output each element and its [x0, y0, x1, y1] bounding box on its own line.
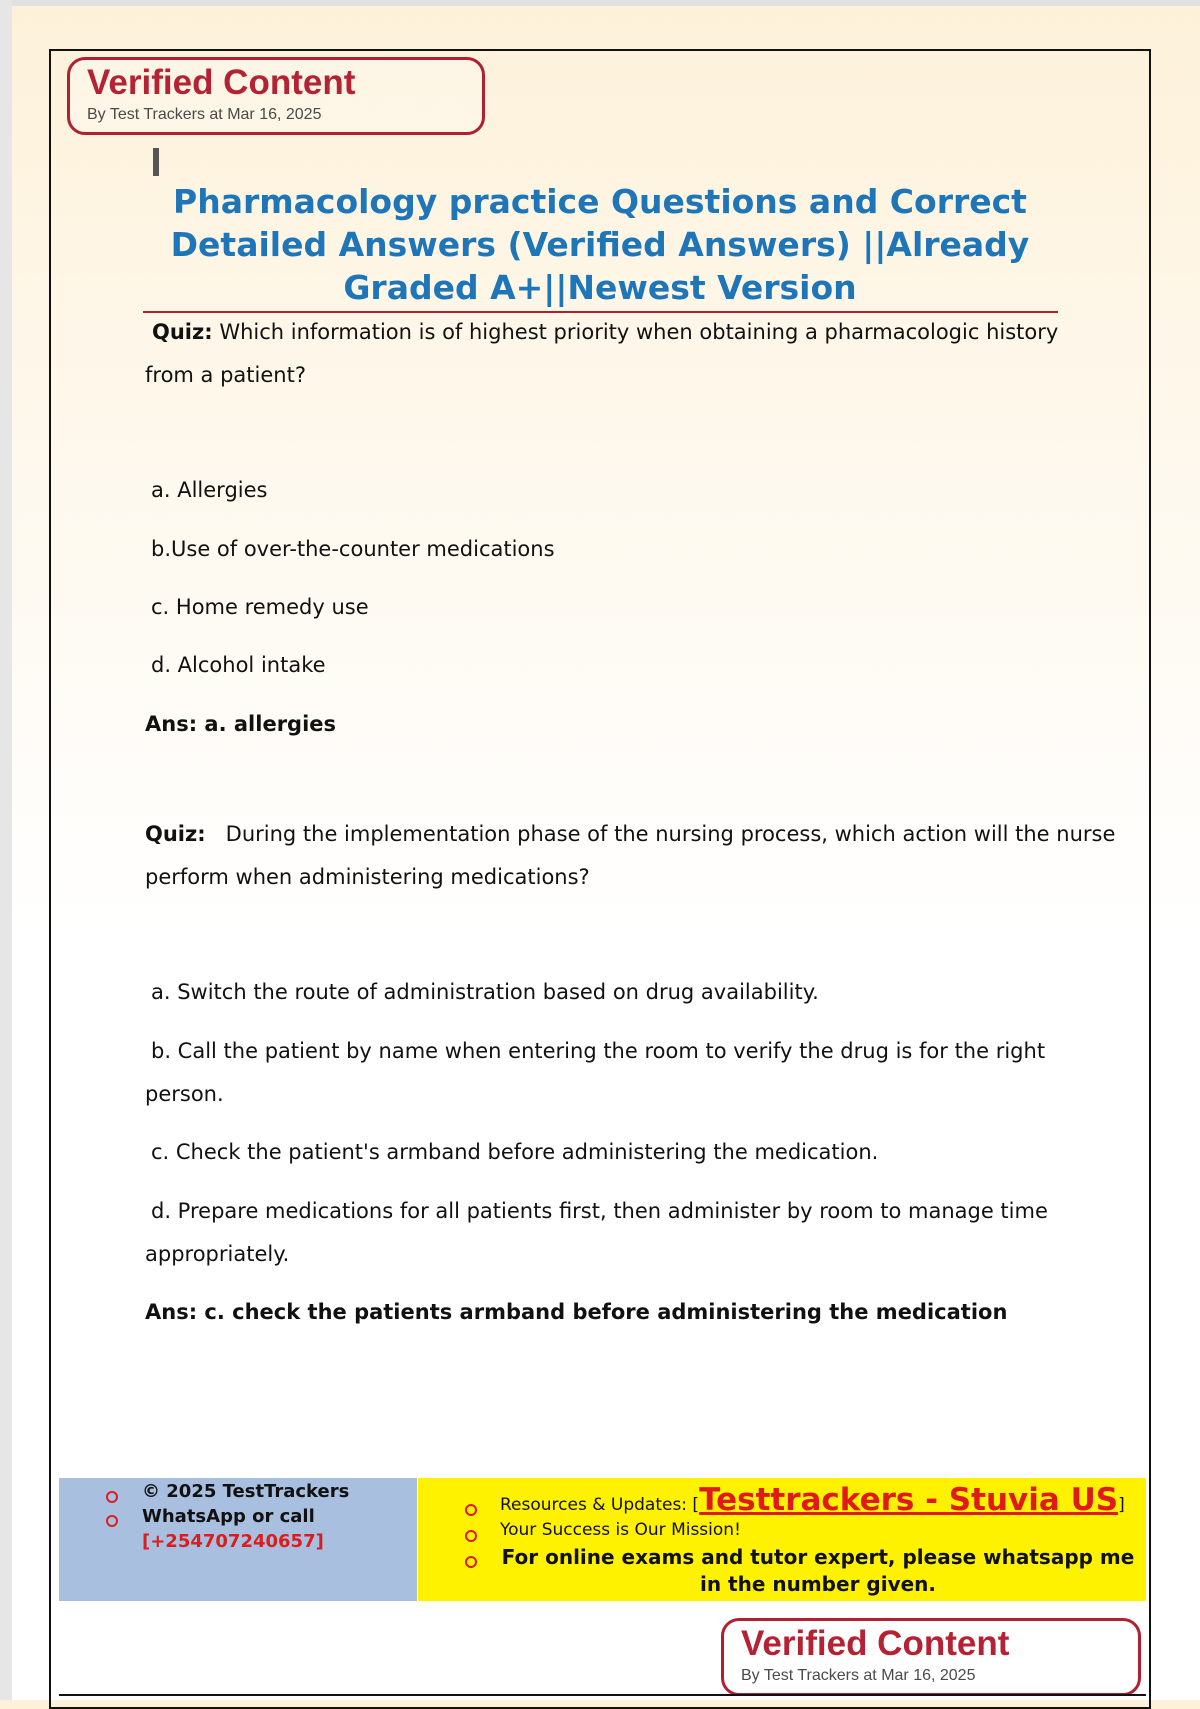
question-text-line — [152, 320, 1058, 344]
answer-option: a. Switch the route of administration based on drug availability. — [151, 980, 819, 1004]
answer-option: b. Call the patient by name when entering the room to verify the drug is for the right — [151, 1039, 1046, 1063]
viewer-left-edge — [0, 0, 12, 1700]
text-cursor-mark — [153, 148, 159, 176]
resources-line — [500, 1482, 1125, 1518]
quiz-label: Quiz: — [145, 822, 206, 846]
answer-option: a. Allergies — [151, 478, 268, 502]
stamp-subtitle: By Test Trackers at Mar 16, 2025 — [741, 1667, 976, 1684]
answer-option-continued: person. — [145, 1082, 224, 1106]
answer-label: Ans: — [145, 712, 198, 736]
bullet-icon — [106, 1491, 118, 1503]
promo-text — [494, 1544, 1142, 1598]
document-title — [140, 180, 1060, 309]
stamp-subtitle: By Test Trackers at Mar 16, 2025 — [87, 106, 322, 123]
answer-text: a. allergies — [204, 712, 337, 736]
copyright-text: © 2025 TestTrackers — [142, 1481, 350, 1502]
footer-promo-panel — [418, 1478, 1146, 1601]
page-bottom-rule — [59, 1694, 1146, 1696]
title-line: Graded A+||Newest Version — [343, 268, 857, 307]
answer-option: c. Home remedy use — [151, 595, 369, 619]
bullet-icon — [465, 1556, 477, 1568]
bullet-icon — [465, 1530, 477, 1542]
question-text-line — [145, 822, 1115, 846]
answer-option: c. Check the patient's armband before administering the medication. — [151, 1140, 879, 1164]
answer-option: d. Prepare medications for all patients first, then administer by room to manage time — [151, 1199, 1048, 1223]
answer-label: Ans: — [145, 1300, 198, 1324]
answer-option: b.Use of over-the-counter medications — [151, 537, 555, 561]
stamp-title: Verified Content — [741, 1624, 1010, 1663]
bullet-icon — [465, 1504, 477, 1516]
verified-content-stamp-bottom — [721, 1618, 1141, 1696]
stamp-title: Verified Content — [87, 63, 356, 102]
whatsapp-label: WhatsApp or call — [142, 1506, 315, 1527]
answer-option-continued: appropriately. — [145, 1242, 290, 1266]
phone-number[interactable]: [+254707240657] — [142, 1531, 324, 1552]
resources-label: Resources & Updates: [ — [500, 1495, 700, 1515]
promo-line: For online exams and tutor expert, please whatsapp me — [501, 1545, 1135, 1569]
question-text-line: perform when administering medications? — [145, 865, 590, 889]
question-text: During the implementation phase of the nursing process, which action will the nurse — [225, 822, 1116, 846]
resources-close: ] — [1118, 1495, 1125, 1515]
viewer-top-edge — [0, 0, 1200, 6]
answer-text: c. check the patients armband before administering the medication — [204, 1300, 1008, 1324]
answer-line — [145, 712, 336, 736]
stuvia-link[interactable]: Testtrackers - Stuvia US — [699, 1482, 1119, 1518]
promo-line: in the number given. — [699, 1572, 936, 1596]
mission-text: Your Success is Our Mission! — [500, 1520, 741, 1540]
title-divider — [143, 311, 1058, 313]
bullet-icon — [106, 1515, 118, 1527]
question-text: Which information is of highest priority when obtaining a pharmacologic history — [219, 320, 1059, 344]
footer-contact-panel — [59, 1478, 417, 1601]
title-line: Pharmacology practice Questions and Correct — [173, 182, 1027, 221]
answer-option: d. Alcohol intake — [151, 653, 326, 677]
question-text-line: from a patient? — [145, 363, 306, 387]
title-line: Detailed Answers (Verified Answers) ||Already — [170, 225, 1030, 264]
answer-line — [145, 1300, 1007, 1324]
verified-content-stamp-top — [67, 57, 485, 135]
quiz-label: Quiz: — [152, 320, 213, 344]
